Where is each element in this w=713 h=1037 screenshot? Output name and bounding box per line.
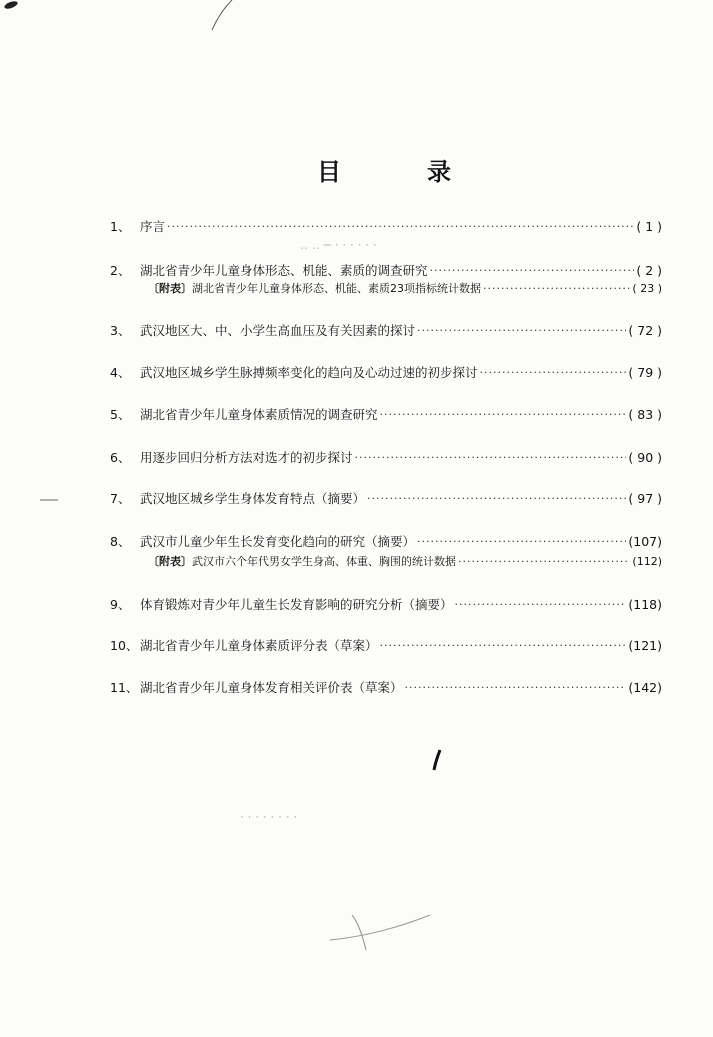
entry-page: (142)	[628, 680, 662, 695]
toc-entry-5	[110, 406, 662, 424]
entry-title: 湖北省青少年儿童身体发育相关评价表（草案）	[140, 680, 403, 695]
dot-leader	[417, 533, 626, 551]
entry-title: 湖北省青少年儿童身体素质情况的调查研究	[140, 407, 378, 422]
entry-number: 5、	[110, 407, 131, 422]
toc-entry-2	[110, 262, 662, 280]
dot-leader	[355, 449, 627, 467]
page-title	[0, 152, 713, 192]
entry-number: 3、	[110, 323, 131, 338]
entry-number: 10、	[110, 638, 139, 653]
dot-leader	[455, 596, 627, 614]
dot-leader	[430, 262, 635, 280]
entry-title: 湖北省青少年儿童身体形态、机能、素质23项指标统计数据	[192, 282, 481, 295]
dot-leader	[480, 364, 627, 382]
entry-page: ( 79 )	[628, 365, 662, 380]
faint-ink-smudge: ‥ ‥ ─ · · · · · ·	[300, 238, 377, 252]
dot-leader	[483, 280, 630, 298]
entry-page: (112)	[632, 555, 662, 568]
title-char-1: 目	[317, 157, 341, 186]
entry-title: 武汉市六个年代男女学生身高、体重、胸围的统计数据	[192, 555, 456, 568]
entry-page: ( 83 )	[628, 407, 662, 422]
entry-title: 湖北省青少年儿童身体形态、机能、素质的调查研究	[140, 263, 428, 278]
toc-entry-8	[110, 533, 662, 551]
title-char-2: 录	[427, 157, 451, 186]
toc-appendix-2	[148, 553, 662, 571]
entry-page: (121)	[628, 638, 662, 653]
entry-title: 武汉地区大、中、小学生高血压及有关因素的探讨	[140, 323, 416, 338]
entry-number: 4、	[110, 365, 131, 380]
entry-page: ( 90 )	[628, 450, 662, 465]
toc-entry-1	[110, 218, 662, 236]
entry-number: 9、	[110, 597, 131, 612]
entry-title: 武汉地区城乡学生身体发育特点（摘要）	[140, 491, 366, 506]
dot-leader	[167, 218, 634, 236]
entry-title: 序言	[140, 219, 166, 234]
appendix-tag: 〔附表〕	[148, 282, 192, 295]
toc-entry-11	[110, 679, 662, 697]
toc-entry-3	[110, 322, 662, 340]
entry-page: ( 2 )	[636, 263, 662, 278]
dot-leader	[367, 490, 626, 508]
entry-page: ( 23 )	[632, 282, 662, 295]
entry-page: ( 97 )	[628, 491, 662, 506]
entry-title: 用逐步回归分析方法对选才的初步探讨	[140, 450, 353, 465]
toc-entry-7	[110, 490, 662, 508]
entry-page: ( 72 )	[628, 323, 662, 338]
entry-page: (118)	[628, 597, 662, 612]
entry-number: 2、	[110, 263, 131, 278]
entry-title: 湖北省青少年儿童身体素质评分表（草案）	[140, 638, 378, 653]
entry-title: 体育锻炼对青少年儿童生长发育影响的研究分析（摘要）	[140, 597, 453, 612]
entry-number: 8、	[110, 534, 131, 549]
entry-number: 6、	[110, 450, 131, 465]
dot-leader	[417, 322, 626, 340]
entry-page: (107)	[628, 534, 662, 549]
toc-entry-4	[110, 364, 662, 382]
dot-leader	[380, 637, 627, 655]
entry-title: 武汉地区城乡学生脉搏频率变化的趋向及心动过速的初步探讨	[140, 365, 478, 380]
faint-ink-smudge: · · · · · · · ·	[240, 810, 298, 824]
entry-title: 武汉市儿童少年生长发育变化趋向的研究（摘要）	[140, 534, 416, 549]
entry-number: 7、	[110, 491, 131, 506]
dot-leader	[405, 679, 627, 697]
entry-page: ( 1 )	[636, 219, 662, 234]
scan-speck	[3, 0, 18, 10]
dot-leader	[380, 406, 627, 424]
toc-appendix-1	[148, 280, 662, 298]
toc-entry-10	[110, 637, 662, 655]
appendix-tag: 〔附表〕	[148, 555, 192, 568]
toc-entry-9	[110, 596, 662, 614]
dot-leader	[458, 553, 630, 571]
entry-number: 1、	[110, 219, 131, 234]
toc-entry-6	[110, 449, 662, 467]
entry-number: 11、	[110, 680, 139, 695]
